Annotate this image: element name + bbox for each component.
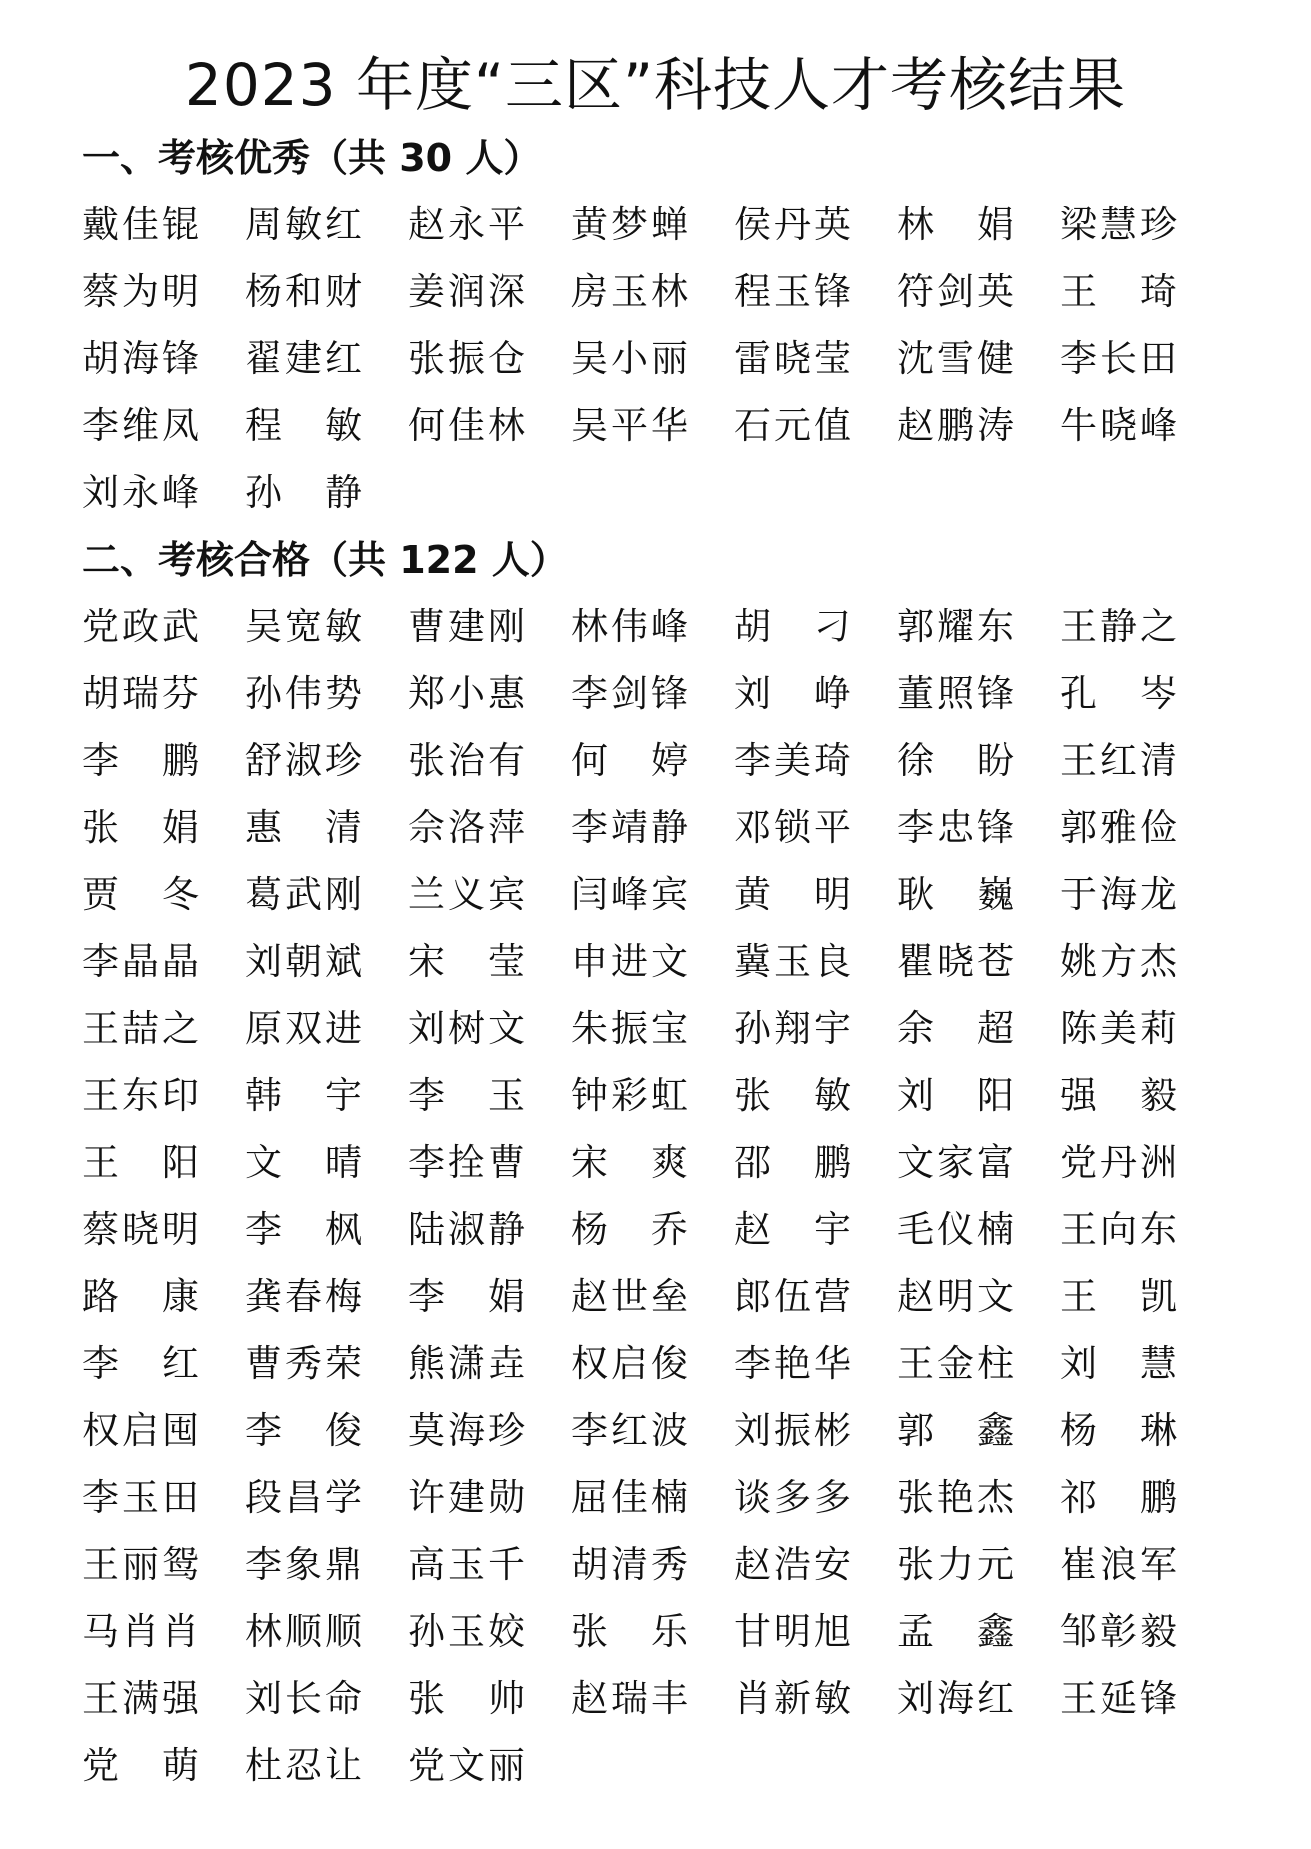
person-name: 余 超 bbox=[897, 1007, 1014, 1050]
person-name: 曹建刚 bbox=[408, 605, 525, 648]
person-name: 李忠锋 bbox=[897, 806, 1014, 849]
person-name: 翟建红 bbox=[245, 337, 362, 380]
person-name: 陈美莉 bbox=[1060, 1007, 1177, 1050]
person-name: 胡瑞芬 bbox=[82, 672, 199, 715]
person-name: 宋 爽 bbox=[571, 1141, 688, 1184]
person-name: 王向东 bbox=[1060, 1208, 1177, 1251]
person-name: 王 琦 bbox=[1060, 270, 1177, 313]
person-name: 强 毅 bbox=[1060, 1074, 1177, 1117]
person-name: 佘洛萍 bbox=[408, 806, 525, 849]
person-name: 符剑英 bbox=[897, 270, 1014, 313]
person-name: 李 枫 bbox=[245, 1208, 362, 1251]
person-name: 侯丹英 bbox=[734, 203, 851, 246]
person-name: 杨 乔 bbox=[571, 1208, 688, 1251]
person-name: 程 敏 bbox=[245, 404, 362, 447]
person-name: 李剑锋 bbox=[571, 672, 688, 715]
person-name: 李维凤 bbox=[82, 404, 199, 447]
person-name: 熊潇垚 bbox=[408, 1342, 525, 1385]
person-name: 赵 宇 bbox=[734, 1208, 851, 1251]
person-name: 许建勋 bbox=[408, 1476, 525, 1519]
person-name: 王 阳 bbox=[82, 1141, 199, 1184]
person-name: 郭雅俭 bbox=[1060, 806, 1177, 849]
person-name: 刘振彬 bbox=[734, 1409, 851, 1452]
person-name: 王延锋 bbox=[1060, 1677, 1177, 1720]
person-name: 李 娟 bbox=[408, 1275, 525, 1318]
person-name: 杜忍让 bbox=[245, 1744, 362, 1787]
person-name: 原双进 bbox=[245, 1007, 362, 1050]
person-name: 党丹洲 bbox=[1060, 1141, 1177, 1184]
person-name: 孙玉姣 bbox=[408, 1610, 525, 1653]
person-name: 莫海珍 bbox=[408, 1409, 525, 1452]
person-name: 葛武刚 bbox=[245, 873, 362, 916]
person-name: 姚方杰 bbox=[1060, 940, 1177, 983]
person-name: 李艳华 bbox=[734, 1342, 851, 1385]
person-name: 赵明文 bbox=[897, 1275, 1014, 1318]
person-name: 林伟峰 bbox=[571, 605, 688, 648]
person-name: 郭耀东 bbox=[897, 605, 1014, 648]
qualified-name-list bbox=[82, 593, 1242, 1799]
page-title: 2023 年度“三区”科技人才考核结果 bbox=[184, 51, 1127, 119]
person-name: 吴宽敏 bbox=[245, 605, 362, 648]
person-name: 刘海红 bbox=[897, 1677, 1014, 1720]
person-name: 贾 冬 bbox=[82, 873, 199, 916]
person-name: 孟 鑫 bbox=[897, 1610, 1014, 1653]
person-name: 马肖肖 bbox=[82, 1610, 199, 1653]
person-name: 党文丽 bbox=[408, 1744, 525, 1787]
person-name: 赵鹏涛 bbox=[897, 404, 1014, 447]
person-name: 宋 莹 bbox=[408, 940, 525, 983]
person-name: 谈多多 bbox=[734, 1476, 851, 1519]
person-name: 瞿晓苍 bbox=[897, 940, 1014, 983]
person-name: 邹彰毅 bbox=[1060, 1610, 1177, 1653]
person-name: 沈雪健 bbox=[897, 337, 1014, 380]
person-name: 王静之 bbox=[1060, 605, 1177, 648]
person-name: 牛晓峰 bbox=[1060, 404, 1177, 447]
person-name: 刘长命 bbox=[245, 1677, 362, 1720]
person-name: 陆淑静 bbox=[408, 1208, 525, 1251]
person-name: 张 帅 bbox=[408, 1677, 525, 1720]
person-name: 刘 慧 bbox=[1060, 1342, 1177, 1385]
person-name: 黄梦蝉 bbox=[571, 203, 688, 246]
person-name: 惠 清 bbox=[245, 806, 362, 849]
person-name: 路 康 bbox=[82, 1275, 199, 1318]
person-name: 耿 巍 bbox=[897, 873, 1014, 916]
person-name: 李晶晶 bbox=[82, 940, 199, 983]
person-name: 张治有 bbox=[408, 739, 525, 782]
person-name: 冀玉良 bbox=[734, 940, 851, 983]
person-name: 杨和财 bbox=[245, 270, 362, 313]
excellent-name-list bbox=[82, 191, 1242, 526]
person-name: 张 乐 bbox=[571, 1610, 688, 1653]
person-name: 高玉千 bbox=[408, 1543, 525, 1586]
person-name: 李 鹏 bbox=[82, 739, 199, 782]
person-name: 郑小惠 bbox=[408, 672, 525, 715]
person-name: 程玉锋 bbox=[734, 270, 851, 313]
person-name: 甘明旭 bbox=[734, 1610, 851, 1653]
person-name: 戴佳锟 bbox=[82, 203, 199, 246]
person-name: 林 娟 bbox=[897, 203, 1014, 246]
person-name: 朱振宝 bbox=[571, 1007, 688, 1050]
person-name: 段昌学 bbox=[245, 1476, 362, 1519]
person-name: 李红波 bbox=[571, 1409, 688, 1452]
person-name: 何 婷 bbox=[571, 739, 688, 782]
person-name: 胡海锋 bbox=[82, 337, 199, 380]
person-name: 文家富 bbox=[897, 1141, 1014, 1184]
person-name: 李 红 bbox=[82, 1342, 199, 1385]
person-name: 吴小丽 bbox=[571, 337, 688, 380]
person-name: 董照锋 bbox=[897, 672, 1014, 715]
person-name: 林顺顺 bbox=[245, 1610, 362, 1653]
person-name: 李拴曹 bbox=[408, 1141, 525, 1184]
person-name: 孙翔宇 bbox=[734, 1007, 851, 1050]
person-name: 王 凯 bbox=[1060, 1275, 1177, 1318]
person-name: 崔浪军 bbox=[1060, 1543, 1177, 1586]
person-name: 刘树文 bbox=[408, 1007, 525, 1050]
section-heading-excellent: 一、考核优秀（共 30 人） bbox=[82, 136, 542, 180]
person-name: 徐 盼 bbox=[897, 739, 1014, 782]
person-name: 梁慧珍 bbox=[1060, 203, 1177, 246]
person-name: 石元值 bbox=[734, 404, 851, 447]
person-name: 姜润深 bbox=[408, 270, 525, 313]
person-name: 张 娟 bbox=[82, 806, 199, 849]
person-name: 闫峰宾 bbox=[571, 873, 688, 916]
person-name: 龚春梅 bbox=[245, 1275, 362, 1318]
person-name: 孔 岑 bbox=[1060, 672, 1177, 715]
person-name: 邵 鹏 bbox=[734, 1141, 851, 1184]
person-name: 赵世垒 bbox=[571, 1275, 688, 1318]
person-name: 李 俊 bbox=[245, 1409, 362, 1452]
person-name: 张 敏 bbox=[734, 1074, 851, 1117]
person-name: 王东印 bbox=[82, 1074, 199, 1117]
person-name: 胡 刁 bbox=[734, 605, 851, 648]
person-name: 胡清秀 bbox=[571, 1543, 688, 1586]
person-name: 张振仓 bbox=[408, 337, 525, 380]
person-name: 刘永峰 bbox=[82, 471, 199, 514]
person-name: 王丽鸳 bbox=[82, 1543, 199, 1586]
person-name: 文 晴 bbox=[245, 1141, 362, 1184]
person-name: 权启囤 bbox=[82, 1409, 199, 1452]
person-name: 舒淑珍 bbox=[245, 739, 362, 782]
person-name: 吴平华 bbox=[571, 404, 688, 447]
person-name: 申进文 bbox=[571, 940, 688, 983]
person-name: 刘 阳 bbox=[897, 1074, 1014, 1117]
person-name: 李靖静 bbox=[571, 806, 688, 849]
person-name: 房玉林 bbox=[571, 270, 688, 313]
person-name: 邓锁平 bbox=[734, 806, 851, 849]
person-name: 雷晓莹 bbox=[734, 337, 851, 380]
section-heading-qualified: 二、考核合格（共 122 人） bbox=[82, 538, 568, 582]
person-name: 蔡为明 bbox=[82, 270, 199, 313]
person-name: 钟彩虹 bbox=[571, 1074, 688, 1117]
person-name: 何佳林 bbox=[408, 404, 525, 447]
person-name: 党 萌 bbox=[82, 1744, 199, 1787]
person-name: 李玉田 bbox=[82, 1476, 199, 1519]
person-name: 肖新敏 bbox=[734, 1677, 851, 1720]
person-name: 曹秀荣 bbox=[245, 1342, 362, 1385]
person-name: 毛仪楠 bbox=[897, 1208, 1014, 1251]
person-name: 兰义宾 bbox=[408, 873, 525, 916]
person-name: 于海龙 bbox=[1060, 873, 1177, 916]
person-name: 王金柱 bbox=[897, 1342, 1014, 1385]
person-name: 赵浩安 bbox=[734, 1543, 851, 1586]
person-name: 郭 鑫 bbox=[897, 1409, 1014, 1452]
person-name: 韩 宇 bbox=[245, 1074, 362, 1117]
person-name: 赵瑞丰 bbox=[571, 1677, 688, 1720]
person-name: 李美琦 bbox=[734, 739, 851, 782]
person-name: 郎伍营 bbox=[734, 1275, 851, 1318]
person-name: 蔡晓明 bbox=[82, 1208, 199, 1251]
person-name: 孙 静 bbox=[245, 471, 362, 514]
person-name: 王喆之 bbox=[82, 1007, 199, 1050]
person-name: 李长田 bbox=[1060, 337, 1177, 380]
person-name: 权启俊 bbox=[571, 1342, 688, 1385]
person-name: 张力元 bbox=[897, 1543, 1014, 1586]
person-name: 祁 鹏 bbox=[1060, 1476, 1177, 1519]
person-name: 杨 琳 bbox=[1060, 1409, 1177, 1452]
person-name: 屈佳楠 bbox=[571, 1476, 688, 1519]
person-name: 李象鼎 bbox=[245, 1543, 362, 1586]
person-name: 王满强 bbox=[82, 1677, 199, 1720]
person-name: 黄 明 bbox=[734, 873, 851, 916]
person-name: 孙伟势 bbox=[245, 672, 362, 715]
person-name: 张艳杰 bbox=[897, 1476, 1014, 1519]
person-name: 刘 峥 bbox=[734, 672, 851, 715]
person-name: 党政武 bbox=[82, 605, 199, 648]
person-name: 王红清 bbox=[1060, 739, 1177, 782]
person-name: 李 玉 bbox=[408, 1074, 525, 1117]
person-name: 周敏红 bbox=[245, 203, 362, 246]
person-name: 赵永平 bbox=[408, 203, 525, 246]
person-name: 刘朝斌 bbox=[245, 940, 362, 983]
